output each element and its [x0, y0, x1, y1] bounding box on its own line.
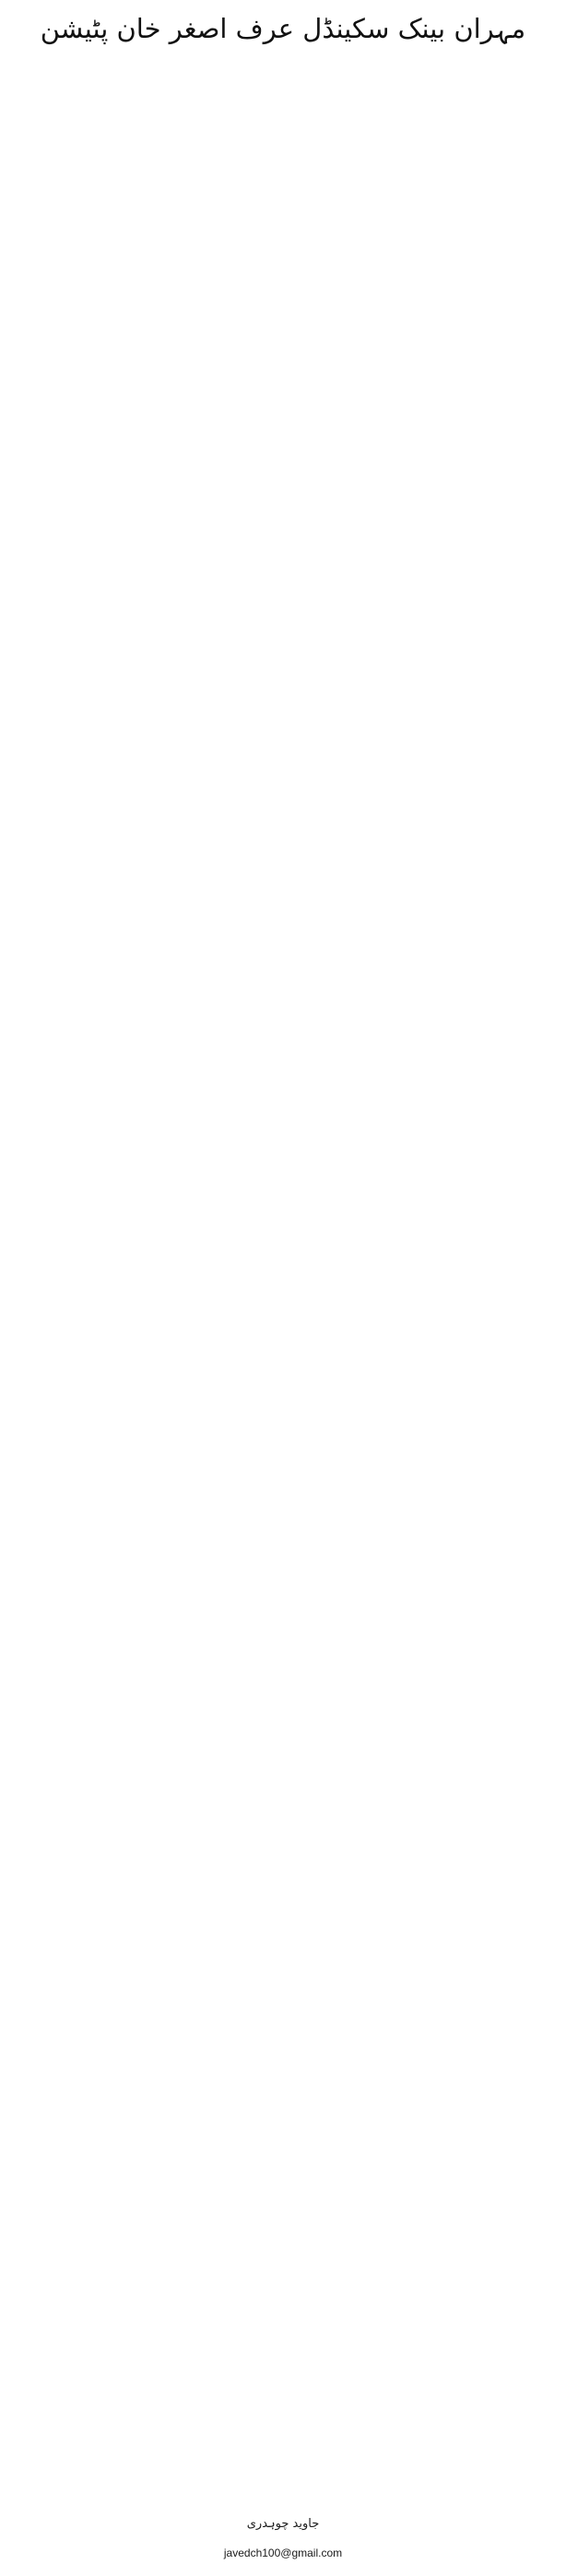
article-body [7, 59, 559, 2506]
article-headline: مہران بینک سکینڈل عرف اصغر خان پٹیشن [40, 13, 526, 44]
author-name: جاوید چوہدری [246, 2517, 320, 2531]
author-email[interactable]: javedch100@gmail.com [223, 2547, 343, 2559]
